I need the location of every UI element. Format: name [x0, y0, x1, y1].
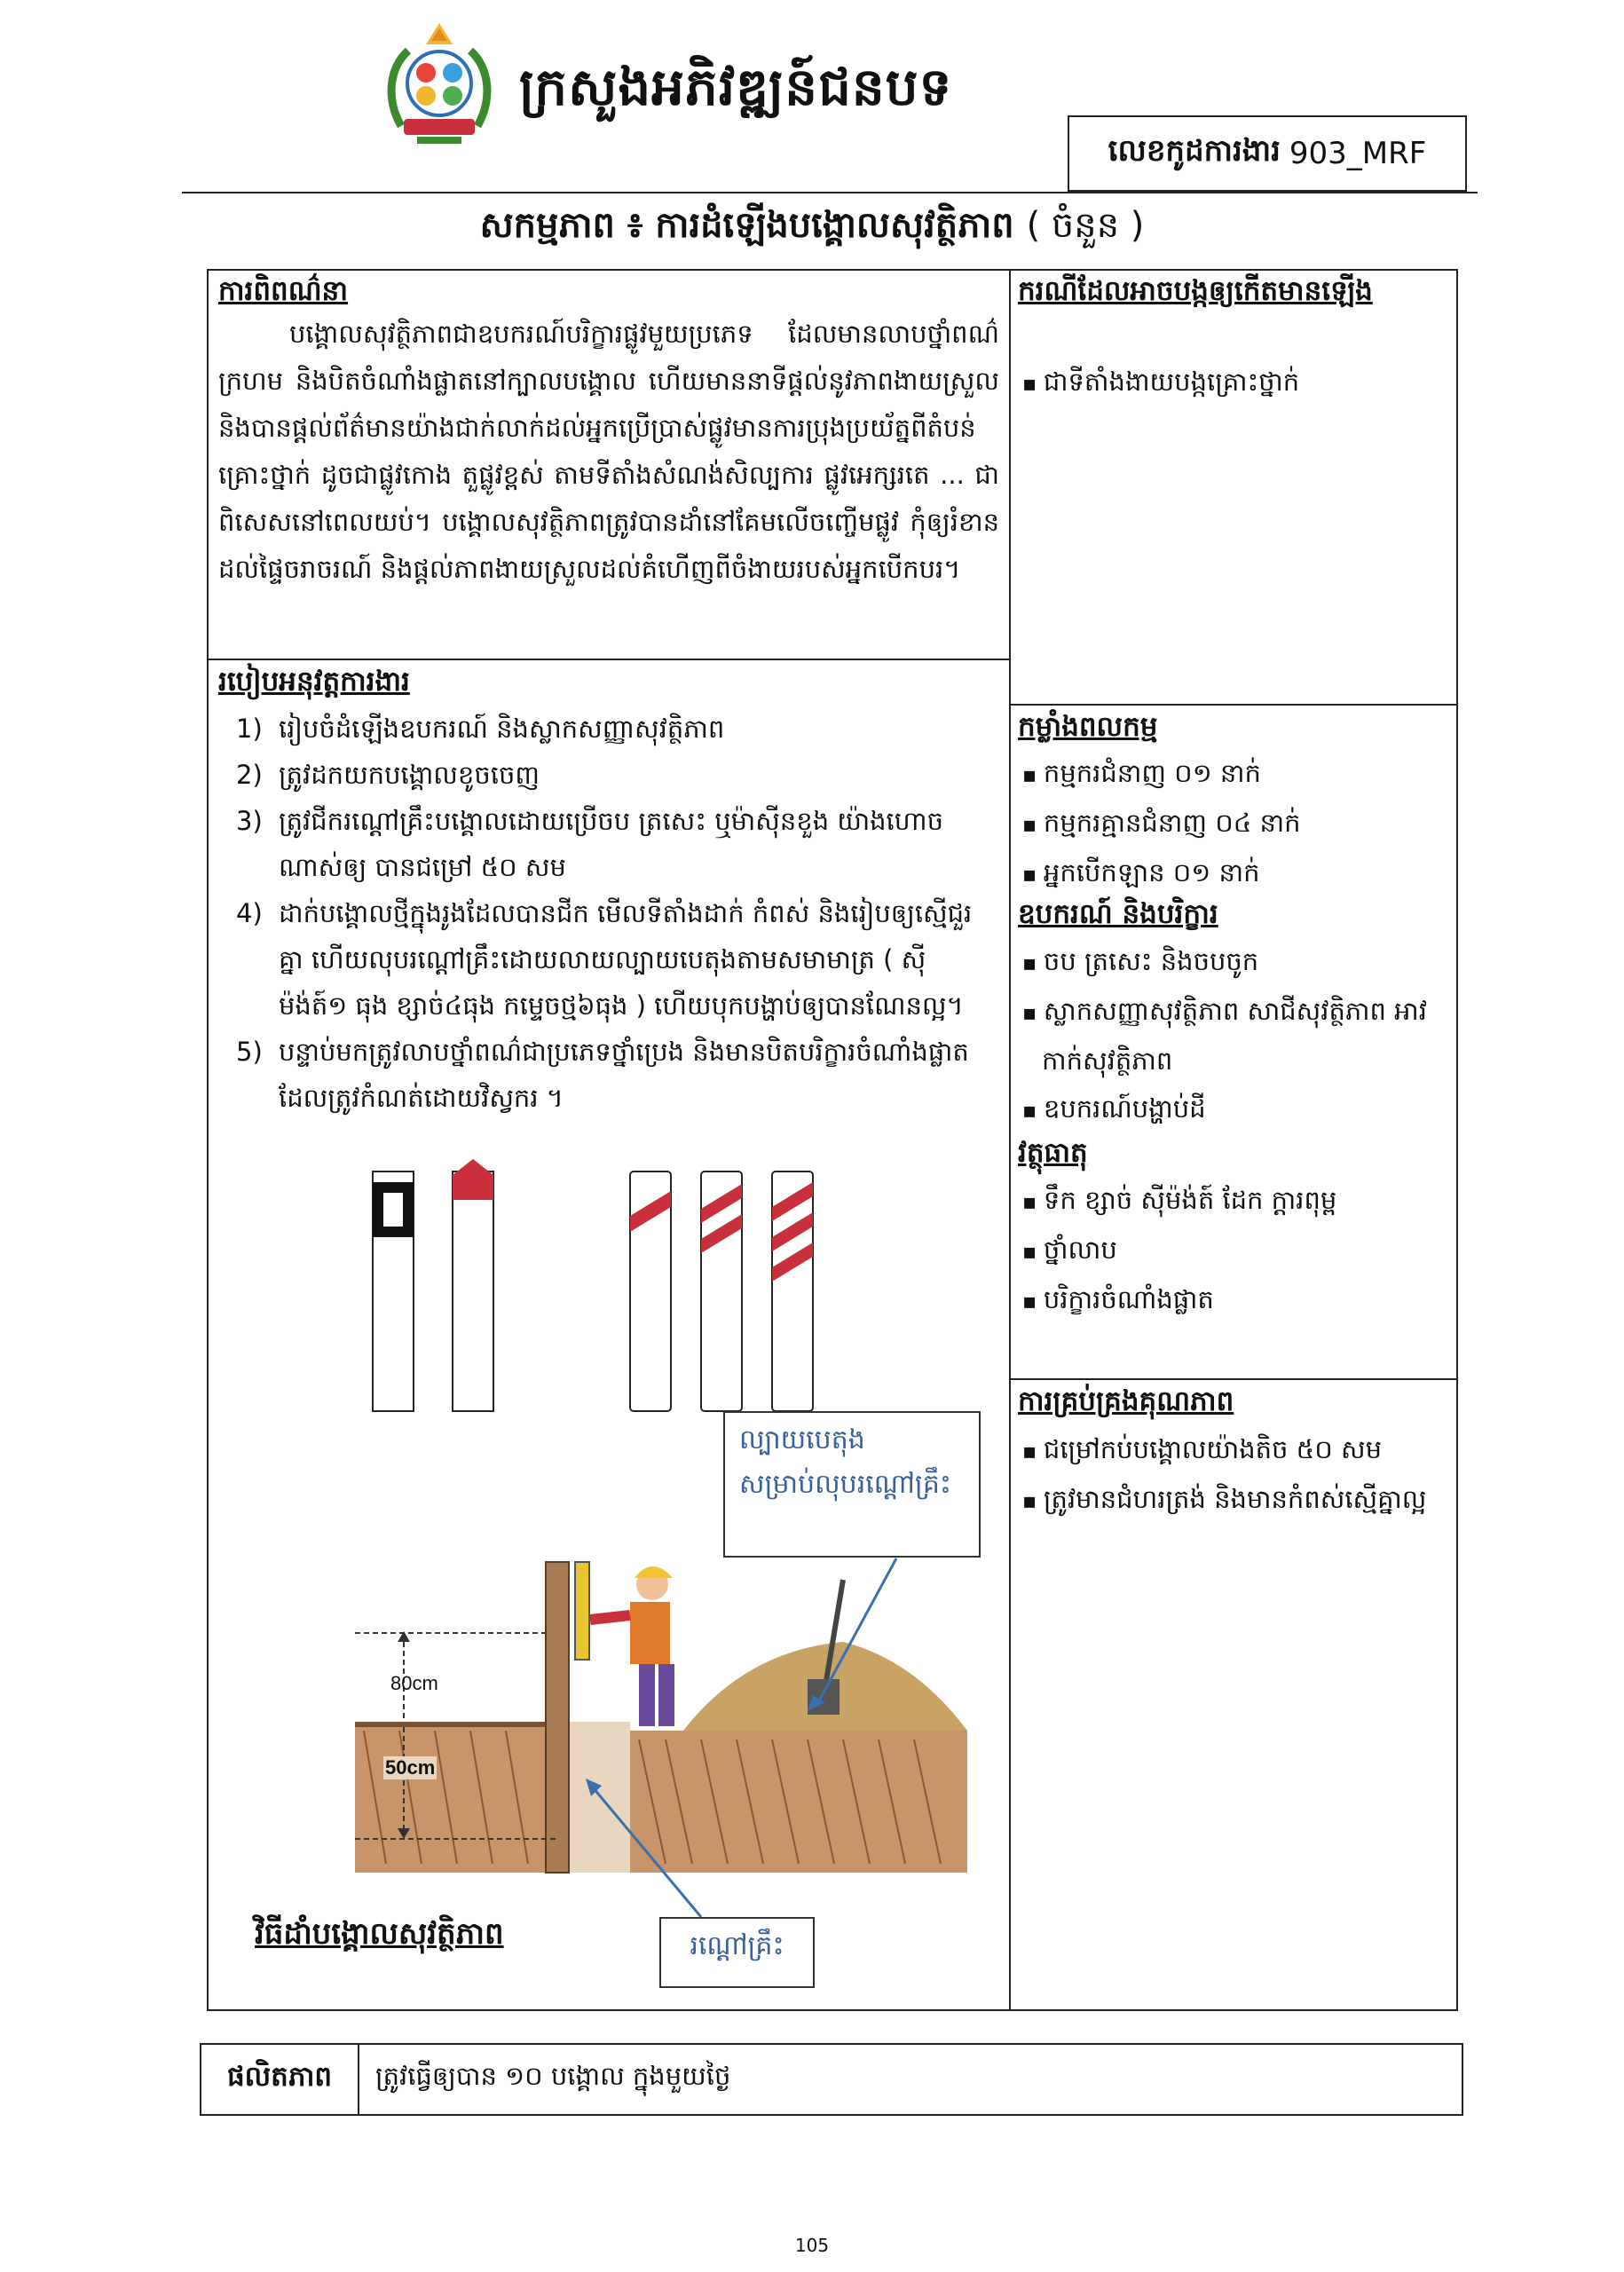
- post-one-stripe: [630, 1172, 671, 1411]
- figure-caption: វិធីដាំបង្គោលសុវត្ថិភាព: [255, 1916, 504, 1952]
- list-item: ▪ ចប ត្រសេះ និងចបចូក: [1022, 937, 1448, 987]
- list-item: ▪ ទឹក ខ្សាច់ ស៊ីម៉ង់ត៍ ដែក ក្តារពុម្ព: [1022, 1176, 1448, 1226]
- materials-heading: វត្ថុធាតុ: [1018, 1137, 1088, 1169]
- post-three-stripes: [772, 1172, 813, 1411]
- callout-arrow-mix: [799, 1555, 914, 1715]
- header-divider: [182, 192, 1478, 193]
- conditions-list: [1022, 358, 1448, 407]
- concrete-mix-callout: ល្បាយបេតុងសម្រាប់លុបរណ្តៅគ្រឹះ: [723, 1411, 981, 1558]
- activity-title: [0, 202, 1624, 255]
- activity-label: សកម្មភាព ៖ ការដំឡើងបង្គោលសុវត្ថិភាព: [479, 205, 1014, 246]
- method-step: 1) រៀបចំដំឡើងឧបករណ៍ និងស្លាកសញ្ញាសុវត្ថិភាព: [236, 714, 725, 744]
- callout-arrow-pit: [577, 1775, 719, 1921]
- ministry-logo: [382, 20, 497, 153]
- column-divider: [1009, 269, 1011, 2011]
- method-heading: របៀបអនុវត្តការងារ: [218, 666, 410, 698]
- productivity-label: ផលិតភាព: [201, 2045, 359, 2114]
- page-number: 105: [794, 2235, 830, 2256]
- conditions-heading: ករណីដែលអាចបង្កឲ្យកើតមានឡើង: [1018, 275, 1373, 307]
- post-black-reflector: [373, 1172, 414, 1411]
- post-two-stripes: [701, 1172, 742, 1411]
- right-row-divider-1: [1009, 704, 1458, 706]
- list-item: ▪ ស្លាកសញ្ញាសុវត្ថិភាព សាជីសុវត្ថិភាព អាវកាក់សុវត្ថិភាព: [1022, 987, 1448, 1085]
- list-item: ▪ បរិក្ខារចំណាំងផ្លាត: [1022, 1275, 1448, 1325]
- quality-list: [1022, 1425, 1448, 1525]
- list-item: ▪ ជាទីតាំងងាយបង្កគ្រោះថ្នាក់: [1022, 358, 1448, 407]
- ministry-title: ក្រសួងអភិវឌ្ឍន៍ជនបទ: [519, 57, 953, 117]
- left-row-divider: [207, 659, 1010, 660]
- activity-subtitle: ( ចំនួន ): [1026, 205, 1145, 246]
- productivity-value: ត្រូវធ្វើឲ្យបាន ១០ បង្គោល ក្នុងមួយថ្ងៃ: [375, 2061, 731, 2091]
- method-steps: [236, 706, 990, 1121]
- list-item: ▪ ជម្រៅកប់បង្គោលយ៉ាងតិច ៥០ សម: [1022, 1425, 1448, 1475]
- description-text: បង្គោលសុវត្ថិភាពជាឧបករណ៍បរិក្ខារផ្លូវមួយប្រភេទ ដែលមានលាបថ្នាំពណ៌ក្រហម និងបិតចំណាំងផ្លាតនៅក្បាលបង្គោល ហើយមាននាទីផ្តល់នូវភាពងាយស្រួល និងបានផ្តល់ព័ត៌មានយ៉ាងជាក់លាក់ដល់អ្នកប្រើប្រាស់ផ្លូវមានការប្រុងប្រយ័ត្នពីតំបន់ គ្រោះថ្នាក់ ដូចជាផ្លូវកោង តួផ្លូវខ្ពស់ តាមទីតាំងសំណង់សិល្បការ ផ្លូវអេក្សរតេ ... ជាពិសេសនៅពេលយប់។ បង្គោលសុវត្ថិភាពត្រូវបានដាំនៅគែមលើចញ្ចើមផ្លូវ កុំឲ្យរំខានដល់ផ្ទៃចរាចរណ៍ និងផ្តល់ភាពងាយស្រួលដល់គំហើញពីចំងាយរបស់អ្នកបើកបរ។: [218, 319, 999, 584]
- work-code-box: [1068, 115, 1467, 192]
- productivity-table: [200, 2043, 1463, 2116]
- safety-post-types-illustration: [355, 1154, 852, 1420]
- method-step: 5) បន្ទាប់មកត្រូវលាបថ្នាំពណ៌ជាប្រភេទថ្នាំប្រេង និងមានបិតបរិក្ខារចំណាំងផ្លាតដែលត្រូវកំណត់ដោយវិស្វករ ។: [236, 1037, 969, 1113]
- quality-heading: ការគ្រប់គ្រងគុណភាព: [1018, 1385, 1234, 1417]
- list-item: ▪ អ្នកបើកឡាន ០១ នាក់: [1022, 848, 1448, 898]
- post-red-cap: [453, 1159, 493, 1411]
- labor-list: [1022, 749, 1448, 898]
- description-heading: ការពិពណ៌នា: [218, 275, 349, 307]
- dimension-80cm-label: 80cm: [390, 1672, 438, 1694]
- foundation-pit-callout: រណ្តៅគ្រឹះ: [659, 1917, 815, 1988]
- materials-list: [1022, 1176, 1448, 1325]
- work-code-label: លេខកូដការងារ: [1108, 133, 1281, 169]
- method-step: 2) ត្រូវដកយកបង្គោលខូចចេញ: [236, 760, 540, 790]
- right-row-divider-2: [1009, 1378, 1458, 1380]
- labor-heading: កម្លាំងពលកម្ម: [1018, 711, 1158, 743]
- method-step: 4) ដាក់បង្គោលថ្មីក្នុងរូងដែលបានជីក មើលទីតាំងដាក់ កំពស់ និងរៀបឲ្យស្មើជួរគ្នា ហើយលុបរណ្តៅគ្រឹះដោយលាយល្បាយបេតុងតាមសមាមាត្រ ( ស៊ីម៉ង់ត៍១ ធុង ខ្សាច់៤ធុង កម្ទេចថ្ម៦ធុង ) ហើយបុកបង្ហាប់ឲ្យបានណែនល្អ។: [236, 898, 973, 1021]
- list-item: ▪ កម្មករគ្មានជំនាញ ០៤ នាក់: [1022, 799, 1448, 848]
- list-item: ▪ កម្មករជំនាញ ០១ នាក់: [1022, 749, 1448, 799]
- equipment-heading: ឧបករណ៍ និងបរិក្ខារ: [1018, 898, 1218, 930]
- dimension-50cm-label: 50cm: [385, 1756, 436, 1779]
- list-item: ▪ ថ្នាំលាប: [1022, 1226, 1448, 1275]
- list-item: ▪ ត្រូវមានជំហរត្រង់ និងមានកំពស់ស្មើគ្នាល្អ: [1022, 1475, 1448, 1525]
- equipment-list: [1022, 937, 1448, 1134]
- work-code-value: 903_MRF: [1289, 136, 1427, 171]
- list-item: ▪ ឧបករណ៍បង្ហាប់ដី: [1022, 1085, 1448, 1134]
- method-step: 3) ត្រូវជីករណ្តៅគ្រឹះបង្គោលដោយប្រើចប ត្រសេះ ឬម៉ាស៊ីនខួង យ៉ាងហោចណាស់ឲ្យ បានជម្រៅ ៥០ សម: [236, 806, 943, 882]
